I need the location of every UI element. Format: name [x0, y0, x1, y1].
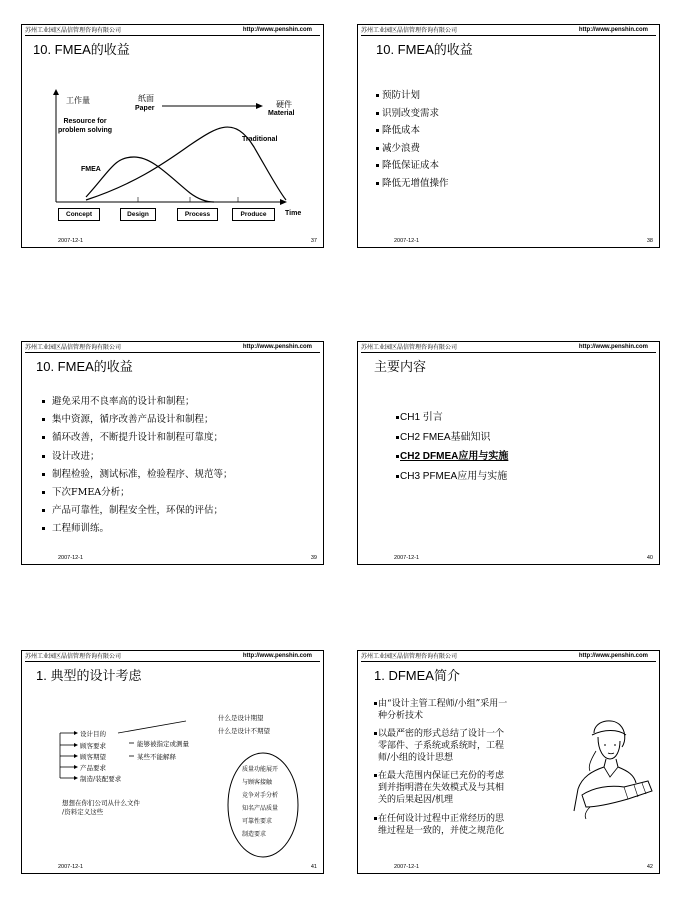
page-number: 40 [646, 555, 653, 561]
bullet-icon [396, 416, 399, 419]
slide-header [25, 343, 320, 353]
engineer-clipart-icon [564, 711, 654, 821]
bullet-icon [376, 147, 379, 150]
bullet-icon [374, 702, 377, 705]
y-axis-arrow [53, 89, 59, 95]
ellipse-item: 与顾客接触 [242, 779, 273, 786]
website-url: http://www.penshin.com [242, 27, 312, 33]
benefit-list [376, 87, 449, 192]
list-item: 预防计划 [376, 87, 449, 105]
resource-label: Resource for problem solving [58, 118, 113, 134]
company-name: 苏州工业园区晶信管理咨询有限公司 [361, 653, 458, 660]
slide-39 [21, 341, 324, 565]
company-name: 苏州工业园区晶信管理咨询有限公司 [25, 27, 122, 34]
list-item: 降低无增值操作 [376, 175, 449, 193]
slide-38 [357, 24, 660, 248]
fmea-label: FMEA [81, 166, 101, 173]
workload-label: 工作量 [66, 96, 90, 105]
slide-41 [21, 650, 324, 874]
note-measurable: 能够被指定或测量 [137, 740, 189, 748]
stage-concept: Concept [58, 208, 100, 221]
company-name: 苏州工业园区晶信管理咨询有限公司 [25, 653, 122, 660]
ellipse-item: 质量功能展开 [242, 766, 279, 773]
bullet-icon [376, 182, 379, 185]
ellipse-item: 竞争对手分析 [242, 792, 279, 799]
bullet-icon [374, 774, 377, 777]
slide-title: 10. FMEA的收益 [36, 359, 133, 374]
note-expected: 什么是设计期望 [218, 714, 264, 722]
page-number: 39 [310, 555, 317, 561]
list-item: 产品可靠性，制程安全性，环保的评估； [42, 502, 233, 520]
slide-40 [357, 341, 660, 565]
slide-title: 主要内容 [374, 360, 427, 375]
left-item: 制造/装配要求 [80, 775, 122, 783]
ellipse-item: 知名产品质量 [242, 805, 279, 812]
list-item: 降低保证成本 [376, 157, 449, 175]
contents-item[interactable]: CH2 FMEA基础知识 [396, 428, 508, 448]
company-name: 苏州工业园区晶信管理咨询有限公司 [361, 344, 458, 351]
slide-title: 1. 典型的设计考虑 [36, 668, 142, 683]
left-item: 顾客要求 [80, 742, 106, 750]
paper-label-en: Paper [135, 105, 155, 112]
left-item: 产品要求 [80, 764, 106, 772]
contents-item-active[interactable]: CH2 DFMEA应用与实施 [396, 447, 508, 467]
paper-material-arrowhead [256, 103, 263, 109]
bullet-icon [42, 509, 45, 512]
website-url: http://www.penshin.com [242, 344, 312, 350]
slide-header [361, 343, 656, 353]
slide-header [361, 652, 656, 662]
contents-item[interactable]: CH3 PFMEA应用与实施 [396, 467, 508, 487]
list-item: 识别改变需求 [376, 105, 449, 123]
list-item: 循环改善，不断提升设计和制程可靠度； [42, 429, 233, 447]
material-label-en: Material [268, 110, 295, 117]
bullet-icon [42, 455, 45, 458]
stage-produce: Produce [232, 208, 275, 221]
footer-date: 2007-12-1 [394, 555, 420, 561]
slide-header [361, 26, 656, 36]
footer-date: 2007-12-1 [394, 864, 420, 870]
footer-date: 2007-12-1 [58, 238, 84, 244]
slide-title: 1. DFMEA简介 [374, 668, 460, 683]
intro-item: 在任何设计过程中正常经历的思 维过程是一致的，并使之规范化 [374, 813, 504, 837]
bullet-icon [376, 112, 379, 115]
slide-37 [21, 24, 324, 248]
bullet-icon [396, 475, 399, 478]
note-unexpected: 什么是设计不期望 [218, 727, 270, 735]
stage-process: Process [177, 208, 218, 221]
traditional-label: Traditional [242, 136, 278, 143]
page-number: 42 [646, 864, 653, 870]
page-number: 38 [646, 238, 653, 244]
material-label-cn: 硬件 [276, 100, 292, 109]
bullet-icon [42, 473, 45, 476]
list-item: 下次FMEA分析； [42, 484, 233, 502]
list-item: 减少浪费 [376, 140, 449, 158]
ellipse-item: 制造要求 [242, 831, 267, 838]
bullet-icon [42, 527, 45, 530]
company-name: 苏州工业园区晶信管理咨询有限公司 [25, 344, 122, 351]
bullet-icon [374, 732, 377, 735]
left-item: 顾客期望 [80, 753, 106, 761]
contents-item[interactable]: CH1 引言 [396, 408, 508, 428]
footer-date: 2007-12-1 [394, 238, 420, 244]
bullet-icon [396, 455, 399, 458]
bullet-icon [42, 491, 45, 494]
list-item: 降低成本 [376, 122, 449, 140]
slide-42 [357, 650, 660, 874]
intro-item: 在最大范围内保证已充份的考虑 到并指明潜在失效模式及与其相 关的后果起因/机理 [374, 770, 504, 806]
note-unexplainable: 某些不能解释 [137, 753, 176, 761]
footer-date: 2007-12-1 [58, 555, 84, 561]
list-item: 集中资源，循序改善产品设计和制程； [42, 411, 233, 429]
company-name: 苏州工业园区晶信管理咨询有限公司 [361, 27, 458, 34]
bullet-icon [376, 94, 379, 97]
list-item: 工程师训练。 [42, 520, 233, 538]
bullet-icon [42, 436, 45, 439]
ellipse-item: 可靠性要求 [242, 818, 273, 825]
design-consideration-diagram [22, 651, 324, 874]
bullet-icon [396, 436, 399, 439]
paper-label-cn: 纸面 [138, 94, 154, 103]
website-url: http://www.penshin.com [578, 344, 648, 350]
bottom-note: 想想在你们公司从什么文件 [62, 799, 140, 807]
bullet-icon [374, 817, 377, 820]
pointer-line [118, 721, 186, 733]
left-item: 设计目的 [80, 730, 106, 738]
footer-date: 2007-12-1 [58, 864, 84, 870]
website-url: http://www.penshin.com [242, 653, 312, 659]
stage-design: Design [120, 208, 156, 221]
website-url: http://www.penshin.com [578, 653, 648, 659]
benefit-list [42, 393, 233, 539]
bottom-note: /资料定义这些 [62, 808, 104, 816]
website-url: http://www.penshin.com [578, 27, 648, 33]
fmea-curve [86, 157, 214, 202]
page-number: 37 [310, 238, 317, 244]
list-item: 避免采用不良率高的设计和制程； [42, 393, 233, 411]
slide-title: 10. FMEA的收益 [33, 42, 130, 57]
bullet-icon [376, 164, 379, 167]
slide-title: 10. FMEA的收益 [376, 42, 473, 57]
page-number: 41 [310, 864, 317, 870]
bullet-icon [376, 129, 379, 132]
bullet-icon [42, 418, 45, 421]
list-item: 设计改进； [42, 448, 233, 466]
contents-list [396, 408, 508, 486]
time-label: Time [285, 210, 302, 217]
list-item: 制程检验，测试标准，检验程序、规范等； [42, 466, 233, 484]
intro-item: 由“设计主管工程师/小组”采用一 种分析技术 [374, 698, 507, 722]
intro-item: 以最严密的形式总结了设计一个 零部件、子系统或系统时，工程 师/小组的设计思想 [374, 728, 504, 764]
bullet-icon [42, 400, 45, 403]
